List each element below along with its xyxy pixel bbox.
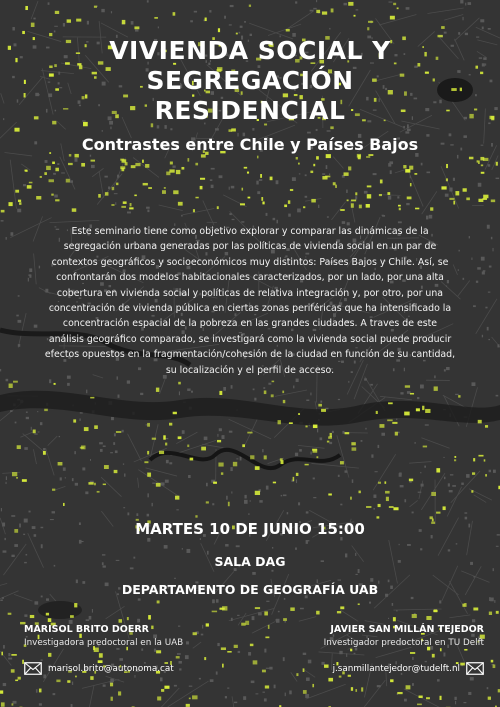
poster-subtitle: Contrastes entre Chile y Países Bajos bbox=[81, 135, 419, 154]
speaker-role: Investigador predoctoral en TU Delft bbox=[323, 638, 484, 648]
speaker-email[interactable]: marisol.brito@autonoma.cat bbox=[48, 663, 174, 674]
speaker-name: MARISOL BRITO DOERR bbox=[24, 624, 149, 635]
mail-icon bbox=[24, 662, 42, 675]
speaker-email-row bbox=[24, 662, 183, 675]
speaker-card bbox=[24, 624, 183, 675]
speaker-role: Investigadora predoctoral en la UAB bbox=[24, 638, 184, 648]
mail-icon bbox=[466, 662, 484, 675]
title-line: RESIDENCIAL bbox=[154, 96, 346, 125]
poster-title bbox=[0, 36, 500, 126]
seminar-description: Este seminario tiene como objetivo explorar y comparar las dinámicas de la segregación urbana generadas por las políticas de vivienda social en un par de contextos geográficos y socioeconómicos muy distintos: Países Bajos y Chile. Así, se confrontarán dos modelos habitacionales caracterizados, por un lado, por una alta cobertura en vivienda social y políticas de relativa integración y, por otro, por una concentración de vivienda pública en ciertas zonas periféricas que ha intensificado la concentración espacial de la pobreza en las grandes ciudades. A traves de este análisis geográfico comparado, se investigará como la vivienda social puede producir efectos opuestos en la fragmentación/cohesión de la ciudad en función de su cantidad, su localización y el perfil de acceso. bbox=[44, 226, 456, 376]
speaker-name: JAVIER SAN MILLÁN TEJEDOR bbox=[330, 624, 484, 635]
speaker-email[interactable]: j.sanmillantejedor@tudelft.nl bbox=[332, 663, 460, 674]
speaker-email-row bbox=[324, 662, 484, 675]
speaker-card bbox=[324, 624, 484, 675]
event-room: SALA DAG bbox=[214, 554, 286, 569]
event-date-time: MARTES 10 DE JUNIO 15:00 bbox=[135, 520, 365, 538]
title-line: VIVIENDA SOCIAL Y bbox=[109, 36, 391, 65]
event-department: DEPARTAMENTO DE GEOGRAFÍA UAB bbox=[121, 582, 379, 597]
title-line: SEGREGACIÓN bbox=[146, 66, 354, 95]
